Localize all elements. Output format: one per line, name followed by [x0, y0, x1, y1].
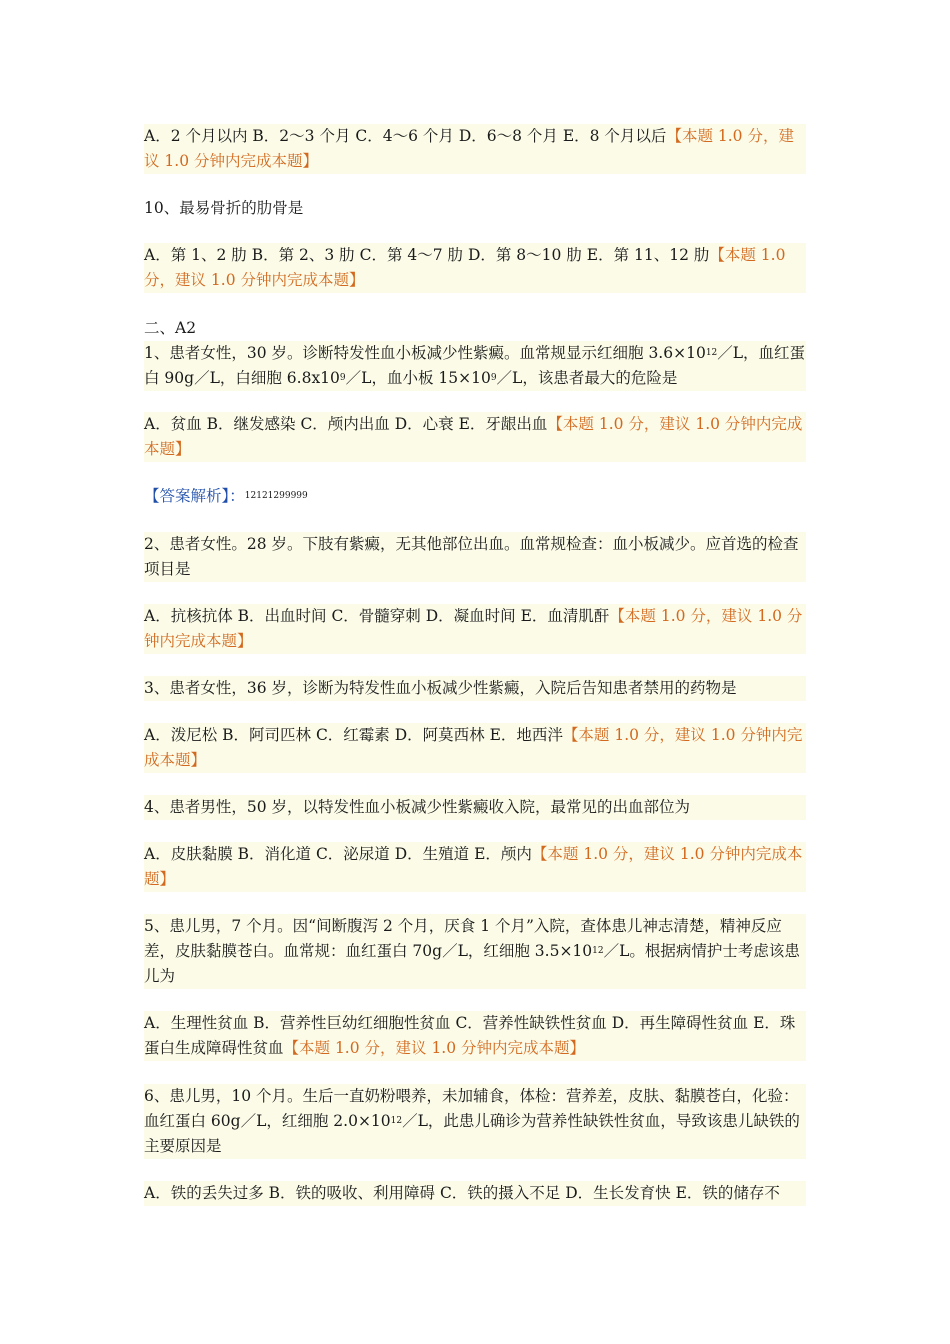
a2-q5-sup1: 12 — [592, 946, 604, 956]
q10-score-note: 【本题 1.0 分，建议 1.0 分钟内完成本题】 — [144, 246, 786, 289]
a2-q1-sup2: 9 — [339, 373, 346, 383]
answer-analysis — [144, 484, 806, 509]
a2-q6-stem — [144, 1084, 806, 1159]
a2-q1-stem-part4: ／L，该患者最大的危险是 — [496, 369, 678, 387]
a2-q2-stem: 2、患者女性。28 岁。下肢有紫癜，无其他部位出血。血常规检查：血小板减少。应首选的检查项目是 — [144, 532, 806, 582]
a2-q5-stem-part1: 5、患儿男，7 个月。因“间断腹泻 2 个月，厌食 1 个月”入院，查体患儿神志清楚，精神反应差，皮肤黏膜苍白。血常规：血红蛋白 70g／L，红细胞 3.5×10 — [144, 917, 782, 960]
answer-analysis-label: 【答案解析】： — [144, 487, 245, 505]
a2-q5-options-text: A．生理性贫血 B．营养性巨幼红细胞性贫血 C．营养性缺铁性贫血 D．再生障碍性贫血 E．珠蛋白生成障碍性贫血 — [144, 1014, 796, 1057]
a2-q2-score-note: 【本题 1.0 分，建议 1.0 分钟内完成本题】 — [144, 607, 803, 650]
a2-q1-options — [144, 412, 806, 462]
a2-q1-stem-part1: 1、患者女性，30 岁。诊断特发性血小板减少性紫癜。血常规显示红细胞 3.6×10 — [144, 344, 706, 362]
a2-q4-stem: 4、患者男性，50 岁，以特发性血小板减少性紫癜收入院，最常见的出血部位为 — [144, 795, 806, 820]
answer-analysis-value: 12121299999 — [244, 491, 308, 501]
a2-q2-options-text: A．抗核抗体 B．出血时间 C．骨髓穿刺 D．凝血时间 E．血清肌酐 — [144, 607, 610, 625]
a2-q4-options — [144, 842, 806, 892]
a2-q3-options — [144, 723, 806, 773]
a2-q1-sup1: 12 — [705, 348, 718, 358]
q10-options-text: A．第 1、2 肋 B．第 2、3 肋 C．第 4～7 肋 D．第 8～10 肋 E．第 11、12 肋 — [144, 246, 710, 264]
a2-q1-stem — [144, 341, 806, 391]
a2-q6-stem-part1: 6、患儿男，10 个月。生后一直奶粉喂养，未加辅食，体检：营养差，皮肤、黏膜苍白，化验：血红蛋白 60g／L，红细胞 2.0×10 — [144, 1087, 799, 1130]
a2-q1-sup3: 9 — [490, 373, 497, 383]
a2-q6-options: A．铁的丢失过多 B．铁的吸收、利用障碍 C．铁的摄入不足 D．生长发育快 E．铁的储存不 — [144, 1181, 806, 1206]
a2-q5-score-note: 【本题 1.0 分，建议 1.0 分钟内完成本题】 — [283, 1039, 586, 1057]
a2-q3-options-text: A．泼尼松 B．阿司匹林 C．红霉素 D．阿莫西林 E．地西泮 — [144, 726, 563, 744]
a2-q5-options — [144, 1011, 806, 1061]
q10-options — [144, 243, 806, 293]
a2-q1-stem-part3: ／L，血小板 15×10 — [345, 369, 491, 387]
q9-options — [144, 124, 806, 174]
a2-q4-options-text: A．皮肤黏膜 B．消化道 C．泌尿道 D．生殖道 E．颅内 — [144, 845, 532, 863]
a2-q1-stem-part2: ／L，血红蛋白 90g／L，白细胞 6.8x10 — [144, 344, 806, 387]
a2-q1-score-note: 【本题 1.0 分，建议 1.0 分钟内完成本题】 — [144, 415, 803, 458]
a2-q5-stem — [144, 914, 806, 989]
a2-q4-score-note: 【本题 1.0 分，建议 1.0 分钟内完成本题】 — [144, 845, 803, 888]
a2-q2-options — [144, 604, 806, 654]
a2-q1-options-text: A．贫血 B．继发感染 C．颅内出血 D．心衰 E．牙龈出血 — [144, 415, 548, 433]
a2-q5-stem-part2: ／L。根据病情护士考虑该患儿为 — [144, 942, 800, 985]
q9-options-text: A．2 个月以内 B．2～3 个月 C．4～6 个月 D．6～8 个月 E．8 个月以后 — [144, 127, 667, 145]
a2-q3-score-note: 【本题 1.0 分，建议 1.0 分钟内完成本题】 — [144, 726, 803, 769]
section-title: 二、A2 — [144, 319, 197, 337]
a2-q6-sup1: 12 — [390, 1116, 403, 1126]
q10-stem: 10、最易骨折的肋骨是 — [144, 199, 304, 217]
a2-q3-stem: 3、患者女性，36 岁，诊断为特发性血小板减少性紫癜，入院后告知患者禁用的药物是 — [144, 676, 806, 701]
q9-score-note: 【本题 1.0 分，建议 1.0 分钟内完成本题】 — [144, 127, 794, 170]
a2-q6-stem-part2: ／L，此患儿确诊为营养性缺铁性贫血，导致该患儿缺铁的主要原因是 — [144, 1112, 800, 1155]
